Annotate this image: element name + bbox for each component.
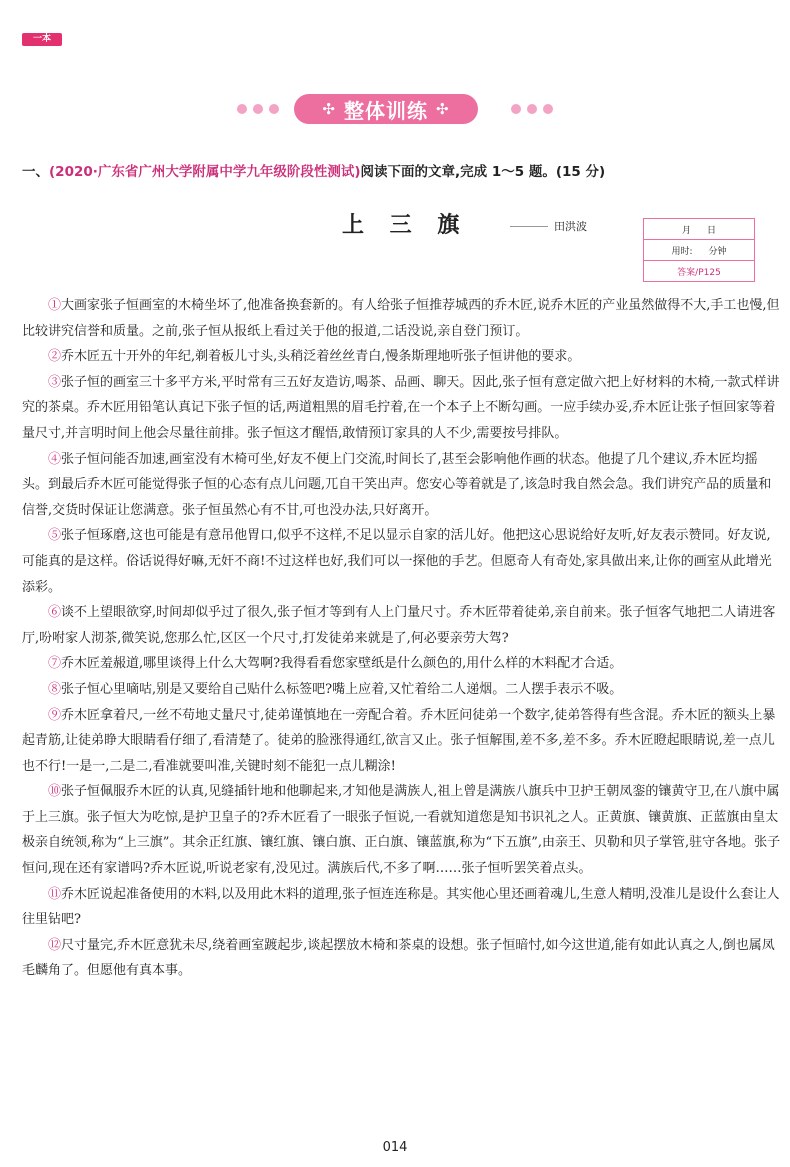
paragraph: [22, 370, 782, 447]
paragraph-number: ⑥: [48, 605, 62, 621]
date-row: [644, 219, 754, 240]
paragraph: [22, 933, 782, 984]
question-instruction: 阅读下面的文章,完成 1～5 题。(15 分): [360, 164, 606, 180]
time-unit: 分钟: [708, 246, 727, 257]
paragraph-text: 谈不上望眼欲穿,时间却似乎过了很久,张子恒才等到有人上门量尺寸。乔木匠带着徒弟,亲自前来。张子恒客气地把二人请进客厅,吩咐家人沏茶,微笑说,您那么忙,区区一个尺寸,打发徒弟来就是了,何必要亲劳大驾?: [22, 605, 776, 646]
dot: [543, 104, 553, 114]
day-label: 日: [707, 225, 717, 236]
author-dash: [510, 226, 548, 227]
question-number: 一、: [22, 164, 49, 180]
paragraph-text: 张子恒心里嘀咕,别是又要给自己贴什么标签吧?嘴上应着,又忙着给二人递烟。二人摆手表示不吸。: [61, 681, 623, 697]
paragraph: [22, 344, 782, 370]
banner-dots-right: [511, 104, 553, 114]
paragraph-text: 乔木匠羞赧道,哪里谈得上什么大驾啊?我得看看您家壁纸是什么颜色的,用什么样的木料配才合适。: [61, 656, 623, 672]
paragraph-number: ⑨: [48, 707, 62, 723]
banner-title: 整体训练: [344, 98, 428, 123]
page-number: 014: [382, 1140, 408, 1155]
paragraph: [22, 600, 782, 651]
paragraph: [22, 293, 782, 344]
paragraph: [22, 651, 782, 677]
sparkle-icon: ✣: [322, 100, 336, 118]
paragraph: [22, 523, 782, 600]
paragraph-number: ③: [48, 374, 62, 390]
paragraph-number: ⑩: [48, 784, 62, 800]
dot: [527, 104, 537, 114]
paragraph: [22, 677, 782, 703]
info-box: [643, 218, 755, 282]
banner-dots-left: [237, 104, 279, 114]
paragraph-text: 张子恒的画室三十多平方米,平时常有三五好友造访,喝茶、品画、聊天。因此,张子恒有意定做六把上好材料的木椅,一款式样讲究的茶桌。乔木匠用铅笔认真记下张子恒的话,两道粗黑的眉毛拧着,在一个本子上不断勾画。一应手续办妥,乔木匠让张子恒回家等着量尺寸,并言明时间上他会尽量往前排。张子恒这才醒悟,敢情预订家具的人不少,需要按号排队。: [22, 374, 780, 441]
paragraph-text: 乔木匠拿着尺,一丝不苟地丈量尺寸,徒弟谨慎地在一旁配合着。乔木匠问徒弟一个数字,徒弟答得有些含混。乔木匠的额头上暴起青筋,让徒弟睁大眼睛看仔细了,看清楚了。徒弟的脸涨得通红,欲言又止。张子恒解围,差不多,差不多。乔木匠瞪起眼睛说,差一点儿也不行!一是一,二是二,看准就要叫准,关键时刻不能犯一点儿糊涂!: [22, 707, 776, 774]
article-title: 上 三 旗: [342, 212, 469, 238]
banner-pill: [294, 94, 478, 124]
paragraph-text: 乔木匠说起准备使用的木料,以及用此木料的道理,张子恒连连称是。其实他心里还画着魂儿,生意人精明,没准儿是设什么套让人往里钻吧?: [22, 886, 780, 928]
paragraph-text: 乔木匠五十开外的年纪,剃着板儿寸头,头稍泛着丝丝青白,慢条斯理地听张子恒讲他的要求。: [61, 349, 581, 365]
paragraph: [22, 703, 782, 780]
dot: [511, 104, 521, 114]
article-body: [22, 293, 782, 984]
paragraph-text: 尺寸量完,乔木匠意犹未尽,绕着画室踱起步,谈起摆放木椅和茶桌的设想。张子恒暗忖,如今这世道,能有如此认真之人,倒也属凤毛麟角了。但愿他有真本事。: [22, 937, 775, 979]
article-author: [510, 218, 587, 234]
paragraph-text: 张子恒问能否加速,画室没有木椅可坐,好友不便上门交流,时间长了,甚至会影响他作画的状态。他提了几个建议,乔木匠均摇头。到最后乔木匠可能觉得张子恒的心态有点儿问题,兀自干笑出声。您安心等着就是了,该急时我自然会急。我们讲究产品的质量和信誉,交货时保证让您满意。张子恒虽然心有不甘,可也没办法,只好离开。: [22, 451, 772, 518]
time-label: 用时:: [671, 246, 693, 257]
paragraph-number: ①: [48, 298, 62, 313]
brand-logo: 一本: [22, 33, 62, 46]
dot: [269, 104, 279, 114]
paragraph-text: 大画家张子恒画室的木椅坐坏了,他准备换套新的。有人给张子恒推荐城西的乔木匠,说乔木匠的产业虽然做得不大,手工也慢,但比较讲究信誉和质量。之前,张子恒从报纸上看过关于他的报道,二话没说,亲自登门预订。: [22, 298, 780, 339]
paragraph: [22, 447, 782, 524]
paragraph-number: ⑫: [48, 937, 62, 953]
paragraph: [22, 882, 782, 933]
paragraph-number: ⑤: [48, 528, 62, 544]
paragraph-text: 张子恒佩服乔木匠的认真,见缝插针地和他聊起来,才知他是满族人,祖上曾是满族八旗兵中卫护王朝凤銮的镶黄守卫,在八旗中属于上三旗。张子恒大为吃惊,是护卫皇子的?乔木匠看了一眼张子恒说,一看就知道您是知书识礼之人。正黄旗、镶黄旗、正蓝旗由皇太极亲自统领,称为“上三旗”。其余正红旗、镶红旗、镶白旗、正白旗、镶蓝旗,称为“下五旗”,由亲王、贝勒和贝子掌管,驻守各地。张子恒问,现在还有家谱吗?乔木匠说,听说老家有,没见过。满族后代,不多了啊……张子恒听罢笑着点头。: [22, 784, 781, 877]
paragraph-number: ⑦: [48, 656, 62, 672]
sparkle-icon: ✣: [436, 100, 450, 118]
paragraph-number: ⑧: [48, 681, 62, 697]
paragraph-number: ⑪: [48, 886, 62, 902]
question-source: (2020·广东省广州大学附属中学九年级阶段性测试): [49, 164, 361, 180]
dot: [253, 104, 263, 114]
dot: [237, 104, 247, 114]
paragraph-number: ②: [48, 349, 62, 365]
paragraph-number: ④: [48, 451, 62, 467]
paragraph-text: 张子恒琢磨,这也可能是有意吊他胃口,似乎不这样,不足以显示自家的活儿好。他把这心思说给好友听,好友表示赞同。好友说,可能真的是这样。俗话说得好嘛,无奸不商!不过这样也好,我们可以一探他的手艺。但愿奇人有奇处,家具做出来,让你的画室从此增光添彩。: [22, 528, 772, 595]
question-header: [22, 160, 770, 180]
author-name: 田洪波: [554, 220, 587, 233]
time-row: [644, 240, 754, 261]
month-label: 月: [681, 225, 691, 236]
answer-ref: 答案/P125: [677, 267, 721, 278]
section-banner: [237, 94, 553, 124]
paragraph: [22, 779, 782, 881]
